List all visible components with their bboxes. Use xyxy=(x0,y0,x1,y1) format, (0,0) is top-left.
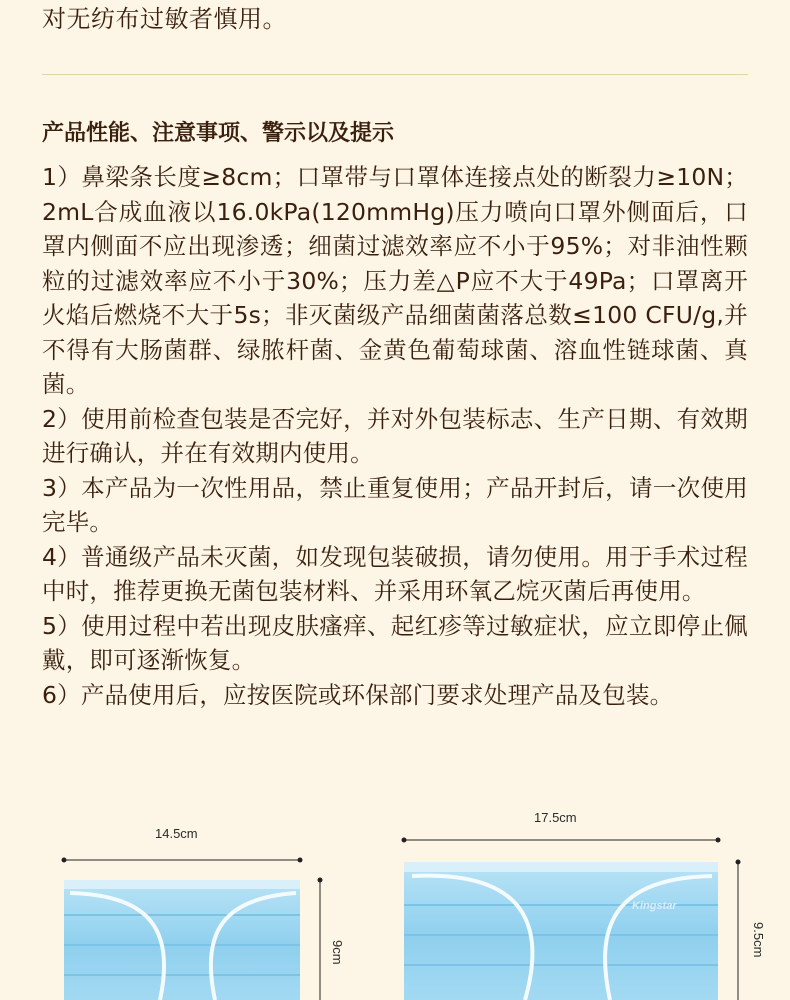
note-item-1: 1）鼻梁条长度≥8cm；口罩带与口罩体连接点处的断裂力≥10N；2mL合成血液以16.0kPa(120mmHg)压力喷向口罩外侧面后，口罩内侧面不应出现渗透；细菌过滤效率应不小于95%；对非油性颗粒的过滤效率应不小于30%；压力差△P应不大于49Pa；口罩离开火焰后燃烧不大于5s；非灭菌级产品细菌菌落总数≤100 CFU/g,并不得有大肠菌群、绿脓杆菌、金黄色葡萄球菌、溶血性链球菌、真菌。 xyxy=(42,163,748,398)
note-item-3: 3）本产品为一次性用品，禁止重复使用；产品开封后，请一次使用完毕。 xyxy=(42,473,748,536)
note-item-4: 4）普通级产品未灭菌，如发现包装破损，请勿使用。用于手术过程中时，推荐更换无菌包装材料、并采用环氧乙烷灭菌后再使用。 xyxy=(42,542,748,605)
note-item-5: 5）使用过程中若出现皮肤瘙痒、起红疹等过敏症状，应立即停止佩戴，即可逐渐恢复。 xyxy=(42,611,748,674)
note-item-6: 6）产品使用后，应按医院或环保部门要求处理产品及包装。 xyxy=(42,680,674,709)
large-width-dimension xyxy=(402,838,721,843)
large-height-dimension xyxy=(736,860,741,1000)
small-mask-image xyxy=(64,880,300,1000)
note-item-2: 2）使用前检查包装是否完好，并对外包装标志、生产日期、有效期进行确认，并在有效期内使用。 xyxy=(42,404,748,467)
small-height-label: 9cm xyxy=(330,940,345,965)
large-mask-image xyxy=(404,862,718,1000)
large-width-label: 17.5cm xyxy=(534,810,577,825)
section-title: 产品性能、注意事项、警示以及提示 xyxy=(42,121,395,146)
small-height-dimension xyxy=(318,878,323,1000)
intro-tail-text: 对无纺布过敏者慎用。 xyxy=(42,5,287,33)
large-height-label: 9.5cm xyxy=(751,922,766,958)
small-width-dimension xyxy=(62,858,303,863)
small-width-label: 14.5cm xyxy=(155,826,198,841)
mask-brand-logo: Kingstar xyxy=(632,900,677,912)
